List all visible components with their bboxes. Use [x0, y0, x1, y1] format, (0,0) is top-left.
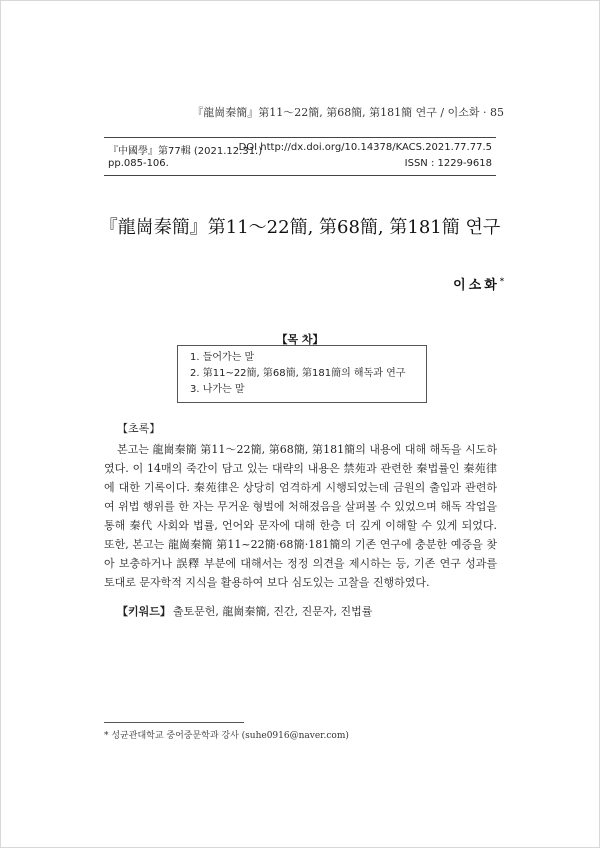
author-footnote: * 성균관대학교 중어중문학과 강사 (suhe0916@naver.com) — [104, 731, 349, 741]
issn: ISSN : 1229-9618 — [404, 158, 492, 169]
page-range: pp.085-106. — [108, 158, 169, 169]
toc-item[interactable]: 1. 들어가는 말 — [190, 352, 255, 363]
toc-heading: 【목 차】 — [276, 333, 324, 346]
paper-title: 『龍崗秦簡』第11～22簡, 第68簡, 第181簡 연구 — [99, 217, 501, 238]
author — [453, 274, 504, 293]
keywords — [117, 603, 372, 619]
author-name: 이소화 — [453, 278, 500, 293]
running-head: 『龍崗秦簡』第11～22簡, 第68簡, 第181簡 연구 / 이소화 · 85 — [192, 106, 504, 119]
toc-item[interactable]: 3. 나가는 말 — [190, 384, 245, 395]
toc-box — [177, 345, 427, 403]
doi-link[interactable]: DOI http://dx.doi.org/10.14378/KACS.2021.77.77.5 — [238, 142, 492, 153]
author-footnote-mark: * — [499, 275, 504, 286]
toc-item[interactable]: 2. 第11~22簡, 第68簡, 第181簡의 해독과 연구 — [190, 368, 406, 379]
toc-list — [178, 346, 426, 398]
abstract-label: 【초록】 — [117, 422, 161, 435]
abstract-text: 본고는 龍崗秦簡 第11～22簡, 第68簡, 第181簡의 내용에 대해 해독을 시도하였다. 이 14매의 죽간이 담고 있는 대략의 내용은 禁苑과 관련한 秦법률인 秦苑律에 대한 기록이다. 秦苑律은 상당히 엄격하게 시행되었는데 금원의 출입과 관련하여 위법 행위를 한 자는 무거운 형벌에 처해졌음을 살펴볼 수 있었으며 해독 작업을 통해 秦代 사회와 법률, 언어와 문자에 대해 한층 더 깊게 이해할 수 있게 되었다. 또한, 본고는 龍崗秦簡 第11~22簡·68簡·181簡의 기존 연구에 충분한 예증을 찾아 보충하거나 誤釋 부분에 대해서는 정정 의견을 제시하는 등, 기존 연구 성과를 토대로 문자학적 지식을 활용하여 보다 심도있는 고찰을 진행하였다. — [104, 443, 497, 589]
keywords-text: 출토문헌, 龍崗秦簡, 진간, 진문자, 진법률 — [172, 605, 373, 618]
journal-citation: 『中國學』第77輯 (2021.12.31.) — [108, 146, 263, 157]
footnote-divider — [104, 722, 244, 723]
keywords-label: 【키워드】 — [117, 605, 171, 618]
article-meta-box — [104, 137, 496, 176]
